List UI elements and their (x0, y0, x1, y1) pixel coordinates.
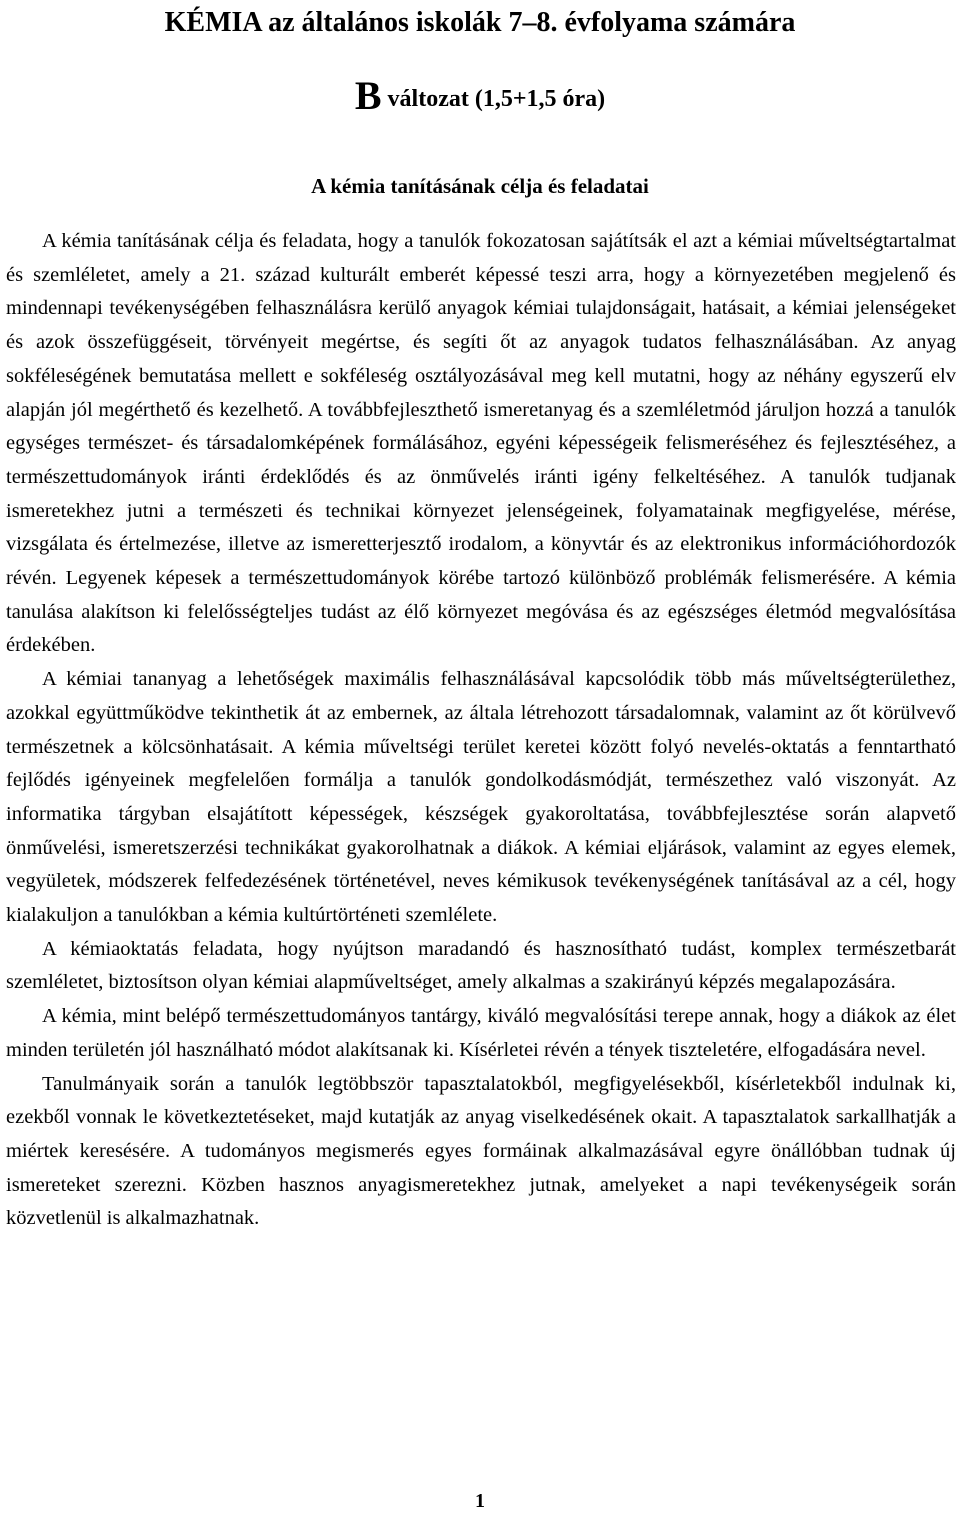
paragraph: Tanulmányaik során a tanulók legtöbbször tapasztalatokból, megfigyelésekből, kísérletekből indulnak ki, ezekből vonnak le következtetéseket, majd kutatják az anyag viselkedésének okait. A tapasztalatok sarkallhatják a miértek keresésére. A tudományos megismerés egyes formáinak alkalmazásával egyre önállóbban tudnak új ismereteket szerezni. Közben hasznos anyagismeretekhez jutnak, amelyeket a napi tevékenységeik során közvetlenül is alkalmazhatnak. (6, 1072, 956, 1230)
subtitle-text: változat (1,5+1,5 óra) (381, 86, 606, 112)
document-subtitle (0, 73, 960, 119)
section-heading: A kémia tanításának célja és feladatai (311, 174, 649, 198)
paragraph: A kémiai tananyag a lehetőségek maximális felhasználásával kapcsolódik több más műveltségterülethez, azokkal együttműködve tekinthetik át az embernek, az általa létrehozott társadalomnak, valamint az őt körülvevő természetnek a kölcsönhatásait. A kémia műveltségi terület keretei között folyó nevelés-oktatás a fenntartható fejlődés igényeinek megfelelően formálja a tanulók gondolkodásmódját, természethez való viszonyát. Az informatika tárgyban elsajátított képességek, készségek gyakoroltatása, továbbfejlesztése során alapvető önművelési, ismeretszerzési technikákat gyakorolhatnak a diákok. A kémiai eljárások, valamint az egyes elemek, vegyületek, módszerek felfedezésének történetével, neves kémikusok tevékenységének tanításával az a cél, hogy kialakuljon a tanulókban a kémia kultúrtörténeti szemlélete. (6, 668, 956, 927)
subtitle-letter: B (354, 73, 382, 118)
page-number: 1 (475, 1490, 485, 1512)
document-title: KÉMIA az általános iskolák 7–8. évfolyama számára (164, 7, 796, 38)
paragraph: A kémiaoktatás feladata, hogy nyújtson maradandó és hasznosítható tudást, komplex természetbarát szemléletet, biztosítson olyan kémiai alapműveltséget, amely alkalmas a szakirányú képzés megalapozására. (6, 937, 956, 994)
body-text (6, 225, 956, 1236)
paragraph: A kémia tanításának célja és feladata, hogy a tanulók fokozatosan sajátítsák el azt a kémiai műveltségtartalmat és szemléletet, amely a 21. század kulturált emberét képessé teszi arra, hogy a környezetében megjelenő és mindennapi tevékenységében felhasználásra kerülő anyagok kémiai tulajdonságait, hatásait, a kémiai jelenségeket és azok összefüggéseit, törvényeit megértse, és segíti őt az anyagok tudatos felhasználásában. Az anyag sokféleségének bemutatása mellett e sokféleség osztályozásával meg kell mutatni, hogy az néhány egyszerű elv alapján jól megérthető és kezelhető. A továbbfejleszthető ismeretanyag és a szemléletmód járuljon hozzá a tanulók egységes természet- és társadalomképének formálásához, egyéni képességeik felismeréséhez és fejlesztéséhez, a természettudományok iránti érdeklődés és az önművelés iránti igény felkeltéséhez. A tanulók tudjanak ismeretekhez jutni a természeti és technikai környezet jelenségeinek, folyamatainak megfigyelése, mérése, vizsgálata és értelmezése, illetve az ismeretterjesztő irodalom, a könyvtár és az elektronikus információhordozók révén. Legyenek képesek a természettudományok körébe tartozó különböző problémák felismerésére. A kémia tanulása alakítson ki felelősségteljes tudást az élő környezet megóvása és az egészséges életmód megvalósítása érdekében. (6, 230, 956, 657)
paragraph: A kémia, mint belépő természettudományos tantárgy, kiváló megvalósítási terepe annak, hogy a diákok az élet minden területén jól használható módot alakítsanak ki. Kísérletei révén a tények tiszteletére, elfogadására nevel. (6, 1005, 956, 1061)
